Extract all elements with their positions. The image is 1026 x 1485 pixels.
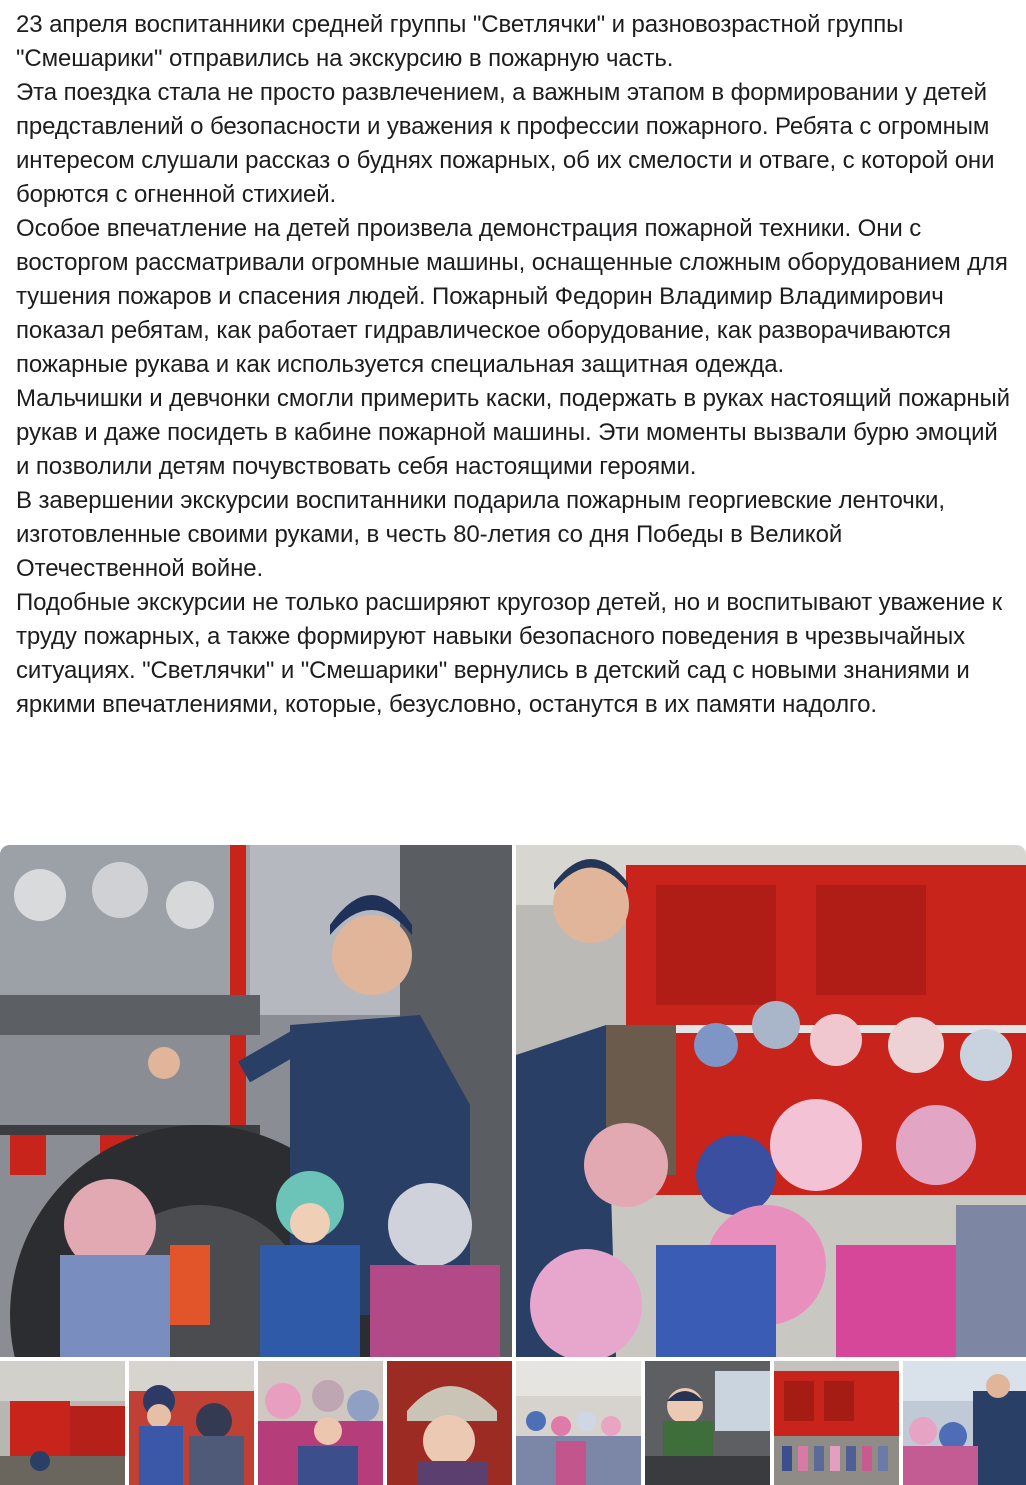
thumbnail-photo[interactable] <box>774 1361 899 1485</box>
gallery-photo-firefighter-with-children[interactable] <box>0 845 512 1357</box>
photo-image <box>0 1361 125 1485</box>
photo-image <box>387 1361 512 1485</box>
thumbnail-photo[interactable] <box>387 1361 512 1485</box>
post-paragraph: Подобные экскурсии не только расширяют кругозор детей, но и воспитывают уважение к труду пожарных, а также формируют навыки безопасного поведения в чрезвычайных ситуациях. "Светлячки" и "Смешарики" вернулись в детский сад с новыми знаниями и яркими впечатлениями, которые, безусловно, останутся в их памяти надолго. <box>16 589 1003 718</box>
post-paragraph: Мальчишки и девчонки смогли примерить каски, подержать в руках настоящий пожарный рукав и даже посидеть в кабине пожарной машины. Эти моменты вызвали бурю эмоций и позволили детям почувствовать себя настоящими героями. <box>16 385 1010 480</box>
post-text <box>16 8 1014 722</box>
thumbnail-photo[interactable] <box>516 1361 641 1485</box>
post-paragraph: Эта поездка стала не просто развлечением, а важным этапом в формировании у детей представлений о безопасности и уважения к профессии пожарного. Ребята с огромным интересом слушали рассказ о буднях пожарных, об их смелости и отваге, с которой они борются с огненной стихией. <box>16 79 995 208</box>
gallery-photo-children-near-truck[interactable] <box>516 845 1026 1357</box>
photo-image <box>129 1361 254 1485</box>
photo-image <box>645 1361 770 1485</box>
photo-image <box>774 1361 899 1485</box>
thumbnail-photo[interactable] <box>0 1361 125 1485</box>
photo-image <box>516 845 1026 1357</box>
thumbnail-strip <box>0 1361 1026 1485</box>
photo-image <box>258 1361 383 1485</box>
post-paragraph: Особое впечатление на детей произвела демонстрация пожарной техники. Они с восторгом рассматривали огромные машины, оснащенные сложным оборудованием для тушения пожаров и спасения людей. Пожарный Федорин Владимир Владимирович показал ребятам, как работает гидравлическое оборудование, как разворачиваются пожарные рукава и как используется специальная защитная одежда. <box>16 215 1008 378</box>
thumbnail-photo[interactable] <box>258 1361 383 1485</box>
post-paragraph: 23 апреля воспитанники средней группы "Светлячки" и разновозрастной группы "Смешарики" отправились на экскурсию в пожарную часть. <box>16 11 904 72</box>
photo-image <box>516 1361 641 1485</box>
photo-image <box>0 845 512 1357</box>
photo-gallery <box>0 845 1026 1485</box>
thumbnail-photo[interactable] <box>645 1361 770 1485</box>
thumbnail-photo[interactable] <box>129 1361 254 1485</box>
photo-image <box>903 1361 1026 1485</box>
post-paragraph: В завершении экскурсии воспитанники подарила пожарным георгиевские ленточки, изготовленные своими руками, в честь 80-летия со дня Победы в Великой Отечественной войне. <box>16 487 945 582</box>
thumbnail-photo[interactable] <box>903 1361 1026 1485</box>
